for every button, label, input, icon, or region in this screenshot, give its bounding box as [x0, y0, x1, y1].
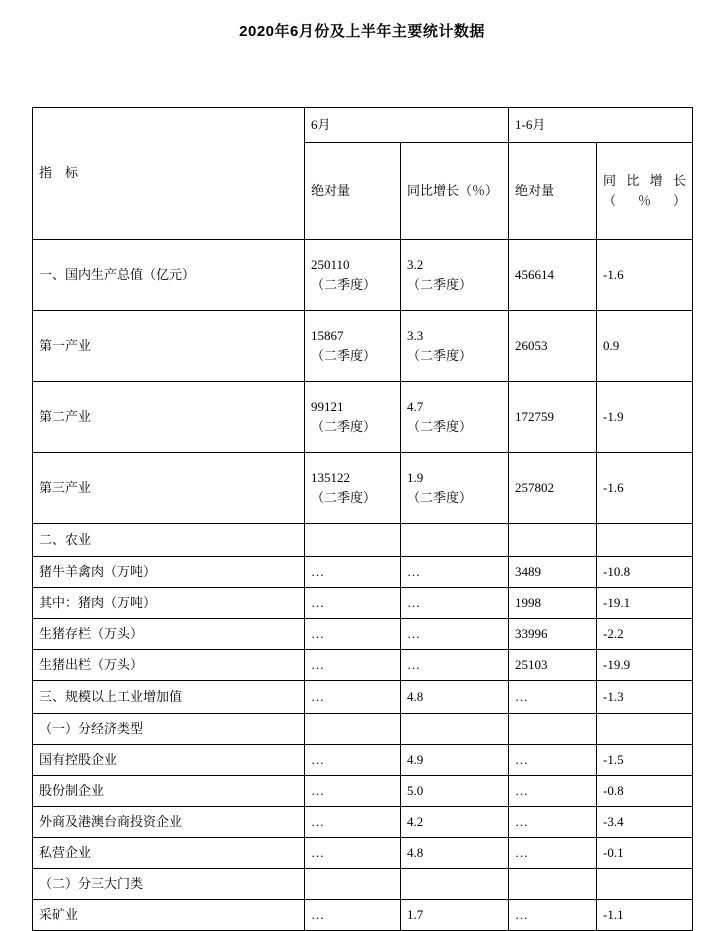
row-cumulative-yoy: -1.5: [597, 745, 693, 776]
value: 99121: [311, 398, 344, 414]
value: 3.3: [407, 327, 424, 343]
row-cumulative-yoy: -19.9: [597, 650, 693, 681]
row-month-absolute: [305, 311, 401, 382]
header-cumulative-absolute: 绝对量: [509, 143, 597, 240]
table-row: [33, 382, 693, 453]
row-month-absolute: [305, 714, 401, 745]
value: 4.7: [407, 398, 424, 414]
table-row: [33, 619, 693, 650]
row-month-yoy: [401, 714, 509, 745]
row-cumulative-yoy: -1.6: [597, 453, 693, 524]
row-label: 生猪存栏（万头）: [33, 619, 305, 650]
row-month-absolute: [305, 524, 401, 557]
value-note: （二季度）: [311, 419, 377, 434]
value-note: （二季度）: [407, 419, 473, 434]
table-row: [33, 557, 693, 588]
row-label: 猪牛羊禽肉（万吨）: [33, 557, 305, 588]
row-label: 二、农业: [33, 524, 305, 557]
row-month-absolute: …: [305, 650, 401, 681]
table-row: [33, 745, 693, 776]
row-cumulative-yoy: 0.9: [597, 311, 693, 382]
row-month-yoy: [401, 240, 509, 311]
row-month-absolute: [305, 382, 401, 453]
row-month-yoy: 4.8: [401, 681, 509, 714]
row-cumulative-yoy: -19.1: [597, 588, 693, 619]
table-row: [33, 900, 693, 931]
table-row: [33, 838, 693, 869]
row-cumulative-yoy: [597, 714, 693, 745]
value-note: （二季度）: [311, 348, 377, 363]
row-cumulative-absolute: …: [509, 776, 597, 807]
header-period-cumulative: 1-6月: [509, 108, 693, 143]
row-label: 外商及港澳台商投资企业: [33, 807, 305, 838]
row-label: （二）分三大门类: [33, 869, 305, 900]
row-month-yoy: 1.7: [401, 900, 509, 931]
row-month-absolute: …: [305, 619, 401, 650]
table-row: [33, 714, 693, 745]
row-month-yoy: [401, 869, 509, 900]
row-month-yoy: [401, 453, 509, 524]
row-cumulative-yoy: [597, 869, 693, 900]
header-period-month: 6月: [305, 108, 509, 143]
table-row: [33, 240, 693, 311]
row-cumulative-yoy: [597, 524, 693, 557]
row-cumulative-yoy: -0.1: [597, 838, 693, 869]
value: 15867: [311, 327, 344, 343]
header-month-absolute: 绝对量: [305, 143, 401, 240]
row-cumulative-absolute: 1998: [509, 588, 597, 619]
table-row: [33, 807, 693, 838]
table-row: [33, 681, 693, 714]
row-cumulative-absolute: 172759: [509, 382, 597, 453]
row-month-yoy: …: [401, 650, 509, 681]
value-note: （二季度）: [407, 490, 473, 505]
row-month-yoy: [401, 524, 509, 557]
table-row: [33, 311, 693, 382]
row-label: 第二产业: [33, 382, 305, 453]
row-month-absolute: [305, 869, 401, 900]
row-month-absolute: …: [305, 900, 401, 931]
row-cumulative-absolute: …: [509, 745, 597, 776]
header-cumulative-yoy: [597, 143, 693, 240]
value: 135122: [311, 469, 350, 485]
table-row: [33, 588, 693, 619]
row-cumulative-yoy: -2.2: [597, 619, 693, 650]
row-cumulative-absolute: 25103: [509, 650, 597, 681]
table-row: [33, 869, 693, 900]
row-month-yoy: [401, 382, 509, 453]
row-month-yoy: 4.9: [401, 745, 509, 776]
row-label: 第一产业: [33, 311, 305, 382]
row-cumulative-absolute: 26053: [509, 311, 597, 382]
row-month-yoy: 5.0: [401, 776, 509, 807]
row-month-yoy: 4.2: [401, 807, 509, 838]
row-label: 国有控股企业: [33, 745, 305, 776]
row-month-yoy: …: [401, 557, 509, 588]
row-month-absolute: …: [305, 807, 401, 838]
row-cumulative-yoy: -0.8: [597, 776, 693, 807]
row-cumulative-yoy: -1.9: [597, 382, 693, 453]
header-indicator-label: 指 标: [39, 165, 79, 181]
header-indicator: [33, 108, 305, 240]
row-cumulative-yoy: -1.1: [597, 900, 693, 931]
row-month-absolute: [305, 453, 401, 524]
table-header-row-period: [33, 108, 693, 143]
row-label: 采矿业: [33, 900, 305, 931]
row-cumulative-absolute: [509, 524, 597, 557]
statistics-table: [32, 107, 693, 931]
row-cumulative-yoy: -1.6: [597, 240, 693, 311]
row-label: 私营企业: [33, 838, 305, 869]
row-label: 生猪出栏（万头）: [33, 650, 305, 681]
value-note: （二季度）: [311, 277, 377, 292]
row-cumulative-absolute: [509, 714, 597, 745]
value-note: （二季度）: [407, 348, 473, 363]
row-label: 股份制企业: [33, 776, 305, 807]
value-note: （二季度）: [407, 277, 473, 292]
row-month-yoy: …: [401, 619, 509, 650]
row-month-yoy: 4.8: [401, 838, 509, 869]
header-cumulative-yoy-label: 同比增长（％）: [603, 172, 687, 208]
row-month-absolute: …: [305, 588, 401, 619]
row-cumulative-yoy: -10.8: [597, 557, 693, 588]
value: 3.2: [407, 256, 424, 272]
page-title: 2020年6月份及上半年主要统计数据: [239, 23, 485, 40]
row-cumulative-absolute: 3489: [509, 557, 597, 588]
row-cumulative-absolute: [509, 869, 597, 900]
row-month-absolute: …: [305, 745, 401, 776]
header-month-yoy: [401, 143, 509, 240]
table-row: [33, 524, 693, 557]
row-cumulative-absolute: 456614: [509, 240, 597, 311]
row-cumulative-absolute: …: [509, 807, 597, 838]
row-cumulative-absolute: …: [509, 681, 597, 714]
value: 1.9: [407, 469, 424, 485]
value: 250110: [311, 256, 350, 272]
row-month-absolute: [305, 240, 401, 311]
row-cumulative-absolute: 33996: [509, 619, 597, 650]
row-month-absolute: …: [305, 838, 401, 869]
row-month-absolute: …: [305, 557, 401, 588]
row-cumulative-yoy: -1.3: [597, 681, 693, 714]
row-label: 其中：猪肉（万吨）: [33, 588, 305, 619]
row-label: 第三产业: [33, 453, 305, 524]
header-month-yoy-label: 同比增长（％）: [407, 182, 499, 198]
row-month-yoy: …: [401, 588, 509, 619]
row-cumulative-absolute: 257802: [509, 453, 597, 524]
table-row: [33, 453, 693, 524]
row-cumulative-yoy: -3.4: [597, 807, 693, 838]
row-cumulative-absolute: …: [509, 838, 597, 869]
table-row: [33, 650, 693, 681]
row-month-absolute: …: [305, 681, 401, 714]
row-label: 一、国内生产总值（亿元）: [33, 240, 305, 311]
statistics-table-container: [32, 107, 692, 931]
row-month-absolute: …: [305, 776, 401, 807]
table-row: [33, 776, 693, 807]
value-note: （二季度）: [311, 490, 377, 505]
row-label: （一）分经济类型: [33, 714, 305, 745]
row-month-yoy: [401, 311, 509, 382]
row-cumulative-absolute: …: [509, 900, 597, 931]
row-label: 三、规模以上工业增加值: [33, 681, 305, 714]
